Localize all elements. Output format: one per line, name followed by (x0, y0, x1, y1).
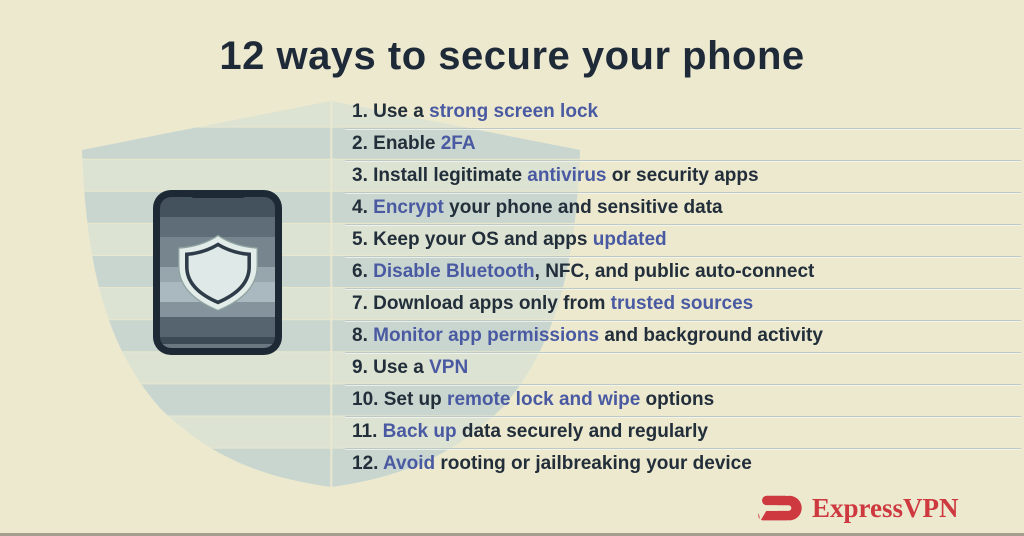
list-item (345, 160, 1021, 193)
item-number: 2. (352, 132, 368, 154)
list-item (345, 96, 1021, 129)
item-number: 10. (352, 389, 379, 411)
list-item-text: 2. Enable 2FA (352, 132, 476, 154)
list-item-text: 1. Use a strong screen lock (352, 100, 599, 122)
list-item-text: 5. Keep your OS and apps updated (352, 228, 667, 250)
list-item-text: 9. Use a VPN (352, 357, 469, 379)
item-accent-text: strong screen lock (429, 100, 599, 122)
shield-icon (173, 232, 263, 314)
item-accent-text: trusted sources (610, 292, 754, 314)
item-accent-text: Monitor app permissions (373, 325, 600, 347)
list-item-text: 8. Monitor app permissions and background activity (352, 325, 823, 347)
item-accent-text: antivirus (527, 164, 607, 186)
list-item-text: 11. Back up data securely and regularly (352, 421, 708, 443)
item-accent-text: updated (592, 228, 667, 250)
item-accent-text: Disable Bluetooth (373, 260, 535, 282)
list-item-text: 4. Encrypt your phone and sensitive data (352, 196, 723, 218)
phone-notch (189, 190, 247, 198)
list-item (345, 416, 1021, 449)
page-title: 12 ways to secure your phone (219, 34, 805, 78)
item-number: 6. (352, 260, 368, 282)
list-item (345, 320, 1021, 353)
list-item (345, 256, 1021, 289)
expressvpn-logo-icon (757, 492, 803, 526)
item-accent-text: 2FA (440, 132, 476, 154)
list-item (345, 192, 1021, 225)
item-number: 11. (352, 421, 378, 443)
list-item (345, 352, 1021, 385)
list-item-text: 12. Avoid rooting or jailbreaking your device (352, 453, 752, 475)
list-item (345, 288, 1021, 321)
list-item-text: 6. Disable Bluetooth, NFC, and public auto-connect (352, 260, 815, 282)
list-item-text: 3. Install legitimate antivirus or security apps (352, 164, 759, 186)
item-accent-text: Encrypt (373, 196, 444, 218)
item-number: 8. (352, 325, 368, 347)
item-accent-text: remote lock and wipe (447, 389, 641, 411)
list-item (345, 128, 1021, 161)
item-number: 3. (352, 164, 368, 186)
item-number: 4. (352, 196, 368, 218)
item-accent-text: Back up (382, 421, 457, 443)
list-item (345, 448, 1021, 480)
item-accent-text: VPN (429, 357, 469, 379)
item-accent-text: Avoid (383, 453, 436, 475)
item-number: 12. (352, 453, 379, 475)
item-number: 7. (352, 292, 368, 314)
list-item (345, 384, 1021, 417)
list-item-text: 10. Set up remote lock and wipe options (352, 389, 715, 411)
item-number: 1. (352, 100, 368, 122)
item-number: 5. (352, 228, 368, 250)
list-item (345, 224, 1021, 257)
list-item-text: 7. Download apps only from trusted sources (352, 292, 754, 314)
item-number: 9. (352, 357, 368, 379)
brand-name: ExpressVPN (812, 493, 959, 523)
